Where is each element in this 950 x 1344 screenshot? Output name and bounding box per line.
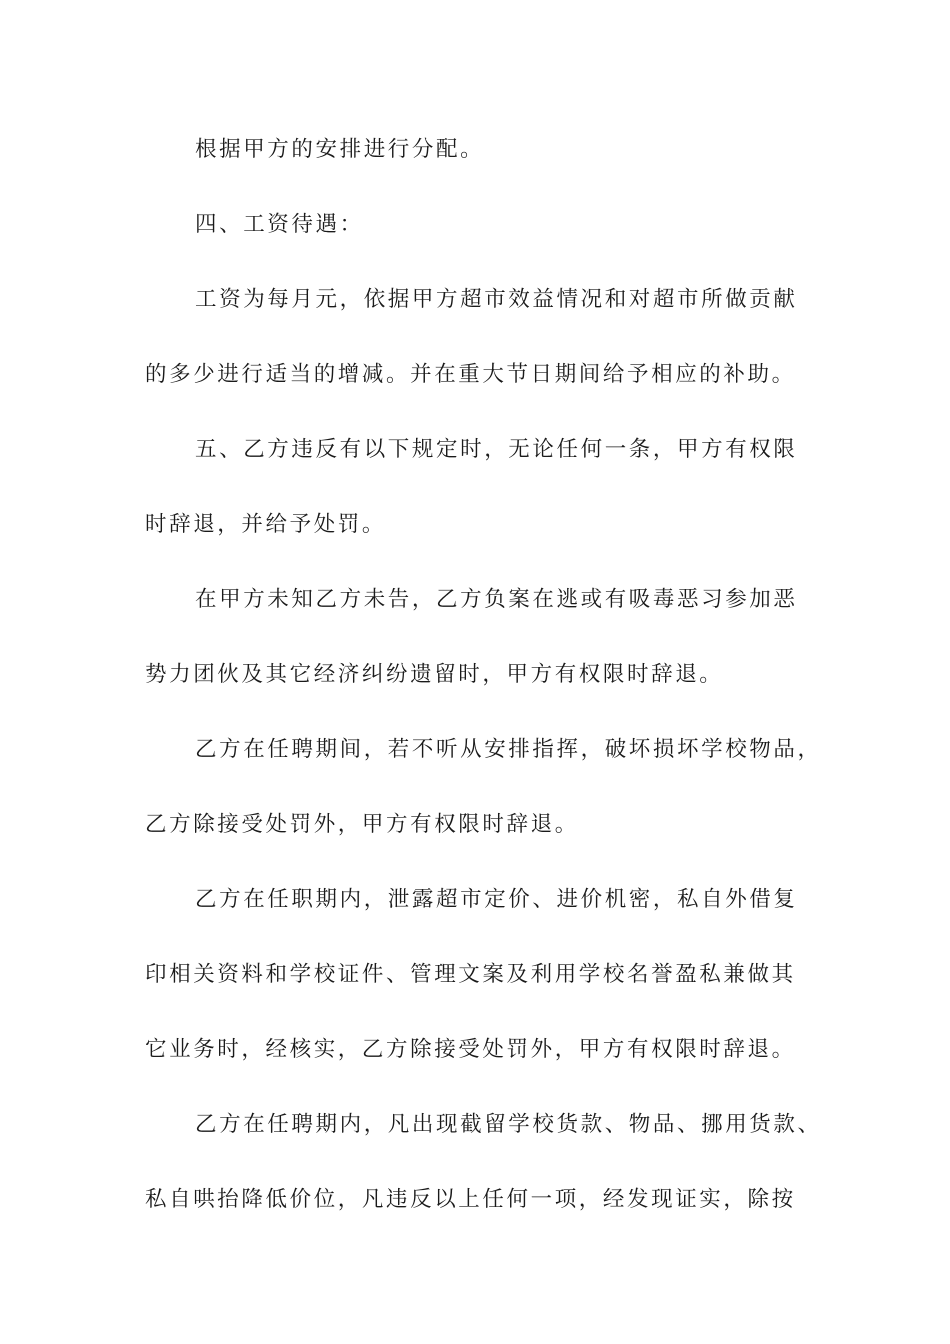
section-heading-violations: 五、乙方违反有以下规定时，无论任何一条，甲方有权限: [195, 437, 798, 462]
paragraph-line: 乙方在任职期内，泄露超市定价、进价机密，私自外借复: [195, 887, 798, 912]
paragraph-line: 的多少进行适当的增减。并在重大节日期间给予相应的补助。: [145, 362, 796, 387]
section-heading-wage: 四、工资待遇：: [195, 212, 364, 237]
paragraph-line: 工资为每月元，依据甲方超市效益情况和对超市所做贡献: [195, 287, 798, 312]
paragraph-line: 印相关资料和学校证件、管理文案及利用学校名誉盈私兼做其: [145, 962, 796, 987]
paragraph-line: 根据甲方的安排进行分配。: [195, 137, 485, 162]
paragraph-line: 它业务时，经核实，乙方除接受处罚外，甲方有权限时辞退。: [145, 1037, 796, 1062]
paragraph-line: 势力团伙及其它经济纠纷遗留时，甲方有权限时辞退。: [145, 662, 724, 687]
paragraph-line: 乙方在任聘期内，凡出现截留学校货款、物品、挪用货款、: [195, 1112, 822, 1137]
paragraph-line: 时辞退，并给予处罚。: [145, 512, 387, 537]
paragraph-line: 私自哄抬降低价位，凡违反以上任何一项，经发现证实，除按: [145, 1187, 796, 1212]
paragraph-line: 在甲方未知乙方未告，乙方负案在逃或有吸毒恶习参加恶: [195, 587, 798, 612]
paragraph-line: 乙方在任聘期间，若不听从安排指挥，破坏损坏学校物品，: [195, 737, 822, 762]
paragraph-line: 乙方除接受处罚外，甲方有权限时辞退。: [145, 812, 579, 837]
